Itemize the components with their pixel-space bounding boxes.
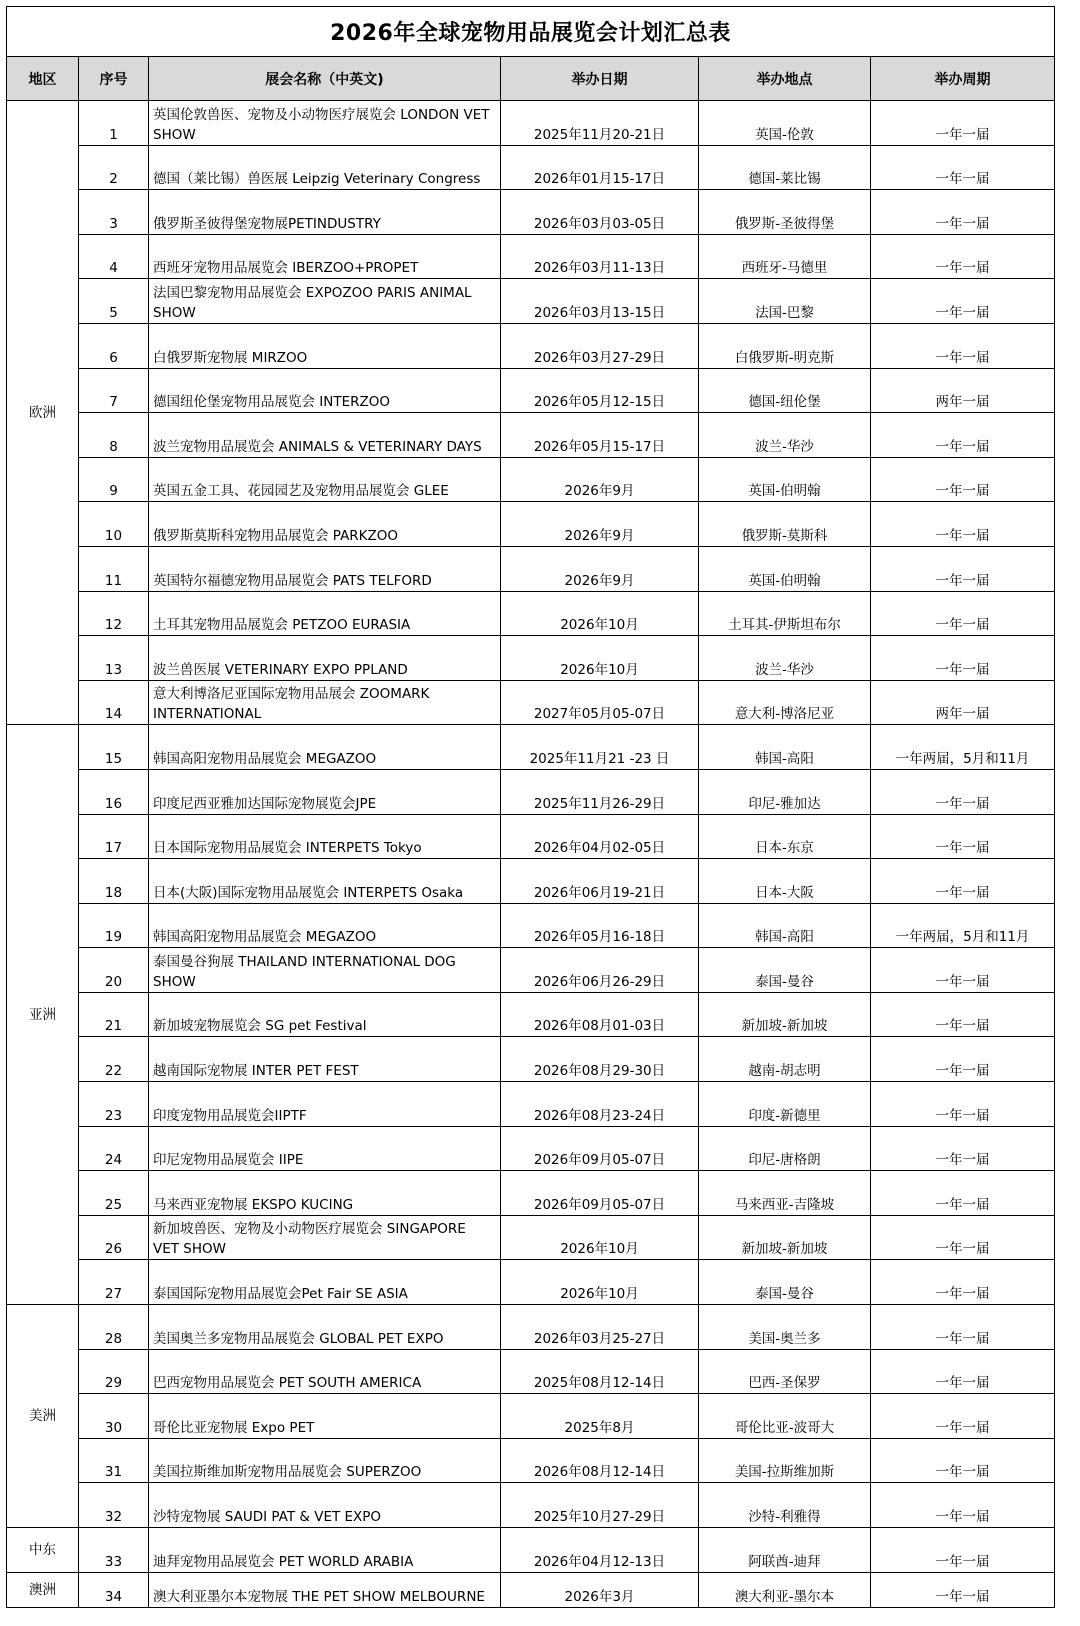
date-cell: 2025年11月26-29日 — [501, 769, 699, 814]
place-cell: 德国-莱比锡 — [699, 145, 871, 190]
exhibition-name-cell: 越南国际宠物展 INTER PET FEST — [149, 1037, 501, 1082]
place-cell: 新加坡-新加坡 — [699, 992, 871, 1037]
exhibition-name-cell: 韩国高阳宠物用品展览会 MEGAZOO — [149, 903, 501, 948]
exhibition-name-cell: 日本(大阪)国际宠物用品展览会 INTERPETS Osaka — [149, 859, 501, 904]
exhibition-name-cell: 英国伦敦兽医、宠物及小动物医疗展览会 LONDON VET SHOW — [149, 101, 501, 146]
date-cell: 2026年01月15-17日 — [501, 145, 699, 190]
place-cell: 印尼-唐格朗 — [699, 1126, 871, 1171]
exhibition-name-cell: 波兰宠物用品展览会 ANIMALS & VETERINARY DAYS — [149, 413, 501, 458]
exhibition-name-cell: 新加坡兽医、宠物及小动物医疗展览会 SINGAPORE VET SHOW — [149, 1215, 501, 1260]
date-cell: 2026年09月05-07日 — [501, 1126, 699, 1171]
place-cell: 沙特-利雅得 — [699, 1483, 871, 1528]
date-cell: 2026年08月23-24日 — [501, 1082, 699, 1127]
date-cell: 2026年10月 — [501, 636, 699, 681]
column-header-region: 地区 — [7, 57, 79, 101]
date-cell: 2026年06月26-29日 — [501, 948, 699, 993]
table-row — [7, 234, 1055, 279]
index-cell: 28 — [79, 1305, 149, 1350]
table-row — [7, 1215, 1055, 1260]
date-cell: 2026年03月27-29日 — [501, 323, 699, 368]
sheet-title: 2026年全球宠物用品展览会计划汇总表 — [7, 7, 1055, 57]
place-cell: 泰国-曼谷 — [699, 1260, 871, 1305]
cycle-cell: 一年一届 — [871, 1126, 1055, 1171]
date-cell: 2026年05月16-18日 — [501, 903, 699, 948]
index-cell: 12 — [79, 591, 149, 636]
place-cell: 泰国-曼谷 — [699, 948, 871, 993]
table-row — [7, 725, 1055, 770]
index-cell: 13 — [79, 636, 149, 681]
place-cell: 法国-巴黎 — [699, 279, 871, 324]
cycle-cell: 一年一届 — [871, 145, 1055, 190]
exhibition-name-cell: 马来西亚宠物展 EKSPO KUCING — [149, 1171, 501, 1216]
cycle-cell: 一年一届 — [871, 636, 1055, 681]
table-row — [7, 502, 1055, 547]
exhibition-name-cell: 法国巴黎宠物用品展览会 EXPOZOO PARIS ANIMAL SHOW — [149, 279, 501, 324]
index-cell: 23 — [79, 1082, 149, 1127]
index-cell: 7 — [79, 368, 149, 413]
table-row — [7, 814, 1055, 859]
index-cell: 18 — [79, 859, 149, 904]
date-cell: 2026年10月 — [501, 1260, 699, 1305]
cycle-cell: 一年一届 — [871, 546, 1055, 591]
index-cell: 24 — [79, 1126, 149, 1171]
region-cell: 亚洲 — [7, 725, 79, 1305]
index-cell: 2 — [79, 145, 149, 190]
cycle-cell: 一年一届 — [871, 814, 1055, 859]
index-cell: 19 — [79, 903, 149, 948]
cycle-cell: 一年一届 — [871, 1171, 1055, 1216]
index-cell: 22 — [79, 1037, 149, 1082]
cycle-cell: 一年一届 — [871, 1215, 1055, 1260]
date-cell: 2026年10月 — [501, 1215, 699, 1260]
table-row — [7, 323, 1055, 368]
exhibition-name-cell: 白俄罗斯宠物展 MIRZOO — [149, 323, 501, 368]
table-row — [7, 190, 1055, 235]
table-row — [7, 368, 1055, 413]
cycle-cell: 一年一届 — [871, 1438, 1055, 1483]
place-cell: 新加坡-新加坡 — [699, 1215, 871, 1260]
exhibition-name-cell: 俄罗斯圣彼得堡宠物展PETINDUSTRY — [149, 190, 501, 235]
index-cell: 11 — [79, 546, 149, 591]
exhibition-name-cell: 哥伦比亚宠物展 Expo PET — [149, 1394, 501, 1439]
exhibition-name-cell: 德国（莱比锡）兽医展 Leipzig Veterinary Congress — [149, 145, 501, 190]
table-row — [7, 769, 1055, 814]
region-cell: 欧洲 — [7, 101, 79, 725]
exhibition-name-cell: 意大利博洛尼亚国际宠物用品展会 ZOOMARK INTERNATIONAL — [149, 680, 501, 725]
place-cell: 西班牙-马德里 — [699, 234, 871, 279]
table-row — [7, 1082, 1055, 1127]
index-cell: 31 — [79, 1438, 149, 1483]
cycle-cell: 两年一届 — [871, 368, 1055, 413]
table-row — [7, 413, 1055, 458]
date-cell: 2026年08月29-30日 — [501, 1037, 699, 1082]
date-cell: 2026年03月25-27日 — [501, 1305, 699, 1350]
region-cell: 美洲 — [7, 1305, 79, 1528]
date-cell: 2025年11月21 -23 日 — [501, 725, 699, 770]
date-cell: 2026年9月 — [501, 546, 699, 591]
cycle-cell: 一年一届 — [871, 101, 1055, 146]
table-row — [7, 1171, 1055, 1216]
index-cell: 25 — [79, 1171, 149, 1216]
index-cell: 15 — [79, 725, 149, 770]
date-cell: 2026年05月12-15日 — [501, 368, 699, 413]
index-cell: 16 — [79, 769, 149, 814]
region-cell: 澳洲 — [7, 1572, 79, 1607]
date-cell: 2026年04月02-05日 — [501, 814, 699, 859]
exhibition-name-cell: 德国纽伦堡宠物用品展览会 INTERZOO — [149, 368, 501, 413]
date-cell: 2026年03月11-13日 — [501, 234, 699, 279]
cycle-cell: 一年一届 — [871, 1572, 1055, 1607]
cycle-cell: 一年一届 — [871, 234, 1055, 279]
place-cell: 日本-东京 — [699, 814, 871, 859]
table-row — [7, 1349, 1055, 1394]
index-cell: 17 — [79, 814, 149, 859]
exhibition-name-cell: 印尼宠物用品展览会 IIPE — [149, 1126, 501, 1171]
date-cell: 2025年08月12-14日 — [501, 1349, 699, 1394]
exhibition-name-cell: 印度尼西亚雅加达国际宠物展览会JPE — [149, 769, 501, 814]
exhibition-name-cell: 日本国际宠物用品展览会 INTERPETS Tokyo — [149, 814, 501, 859]
cycle-cell: 一年一届 — [871, 1528, 1055, 1573]
date-cell: 2026年03月03-05日 — [501, 190, 699, 235]
index-cell: 14 — [79, 680, 149, 725]
place-cell: 澳大利亚-墨尔本 — [699, 1572, 871, 1607]
place-cell: 白俄罗斯-明克斯 — [699, 323, 871, 368]
index-cell: 30 — [79, 1394, 149, 1439]
table-row — [7, 903, 1055, 948]
place-cell: 日本-大阪 — [699, 859, 871, 904]
table-row — [7, 992, 1055, 1037]
index-cell: 33 — [79, 1528, 149, 1573]
date-cell: 2026年08月01-03日 — [501, 992, 699, 1037]
exhibition-schedule-table — [6, 6, 1055, 1608]
place-cell: 哥伦比亚-波哥大 — [699, 1394, 871, 1439]
place-cell: 英国-伯明翰 — [699, 457, 871, 502]
exhibition-name-cell: 英国特尔福德宠物用品展览会 PATS TELFORD — [149, 546, 501, 591]
date-cell: 2026年9月 — [501, 457, 699, 502]
cycle-cell: 一年一届 — [871, 1394, 1055, 1439]
region-cell: 中东 — [7, 1528, 79, 1573]
cycle-cell: 一年一届 — [871, 1037, 1055, 1082]
cycle-cell: 一年一届 — [871, 413, 1055, 458]
cycle-cell: 一年一届 — [871, 1260, 1055, 1305]
index-cell: 26 — [79, 1215, 149, 1260]
index-cell: 1 — [79, 101, 149, 146]
exhibition-name-cell: 迪拜宠物用品展览会 PET WORLD ARABIA — [149, 1528, 501, 1573]
table-row — [7, 145, 1055, 190]
place-cell: 俄罗斯-莫斯科 — [699, 502, 871, 547]
table-row — [7, 1572, 1055, 1607]
exhibition-name-cell: 泰国国际宠物用品展览会Pet Fair SE ASIA — [149, 1260, 501, 1305]
cycle-cell: 一年一届 — [871, 1349, 1055, 1394]
place-cell: 美国-奥兰多 — [699, 1305, 871, 1350]
index-cell: 5 — [79, 279, 149, 324]
place-cell: 波兰-华沙 — [699, 636, 871, 681]
table-row — [7, 457, 1055, 502]
date-cell: 2026年10月 — [501, 591, 699, 636]
cycle-cell: 一年一届 — [871, 859, 1055, 904]
exhibition-name-cell: 美国拉斯维加斯宠物用品展览会 SUPERZOO — [149, 1438, 501, 1483]
index-cell: 29 — [79, 1349, 149, 1394]
cycle-cell: 一年一届 — [871, 1305, 1055, 1350]
place-cell: 马来西亚-吉隆坡 — [699, 1171, 871, 1216]
exhibition-name-cell: 印度宠物用品展览会IIPTF — [149, 1082, 501, 1127]
index-cell: 27 — [79, 1260, 149, 1305]
table-row — [7, 859, 1055, 904]
table-row — [7, 546, 1055, 591]
index-cell: 10 — [79, 502, 149, 547]
cycle-cell: 一年一届 — [871, 279, 1055, 324]
exhibition-name-cell: 巴西宠物用品展览会 PET SOUTH AMERICA — [149, 1349, 501, 1394]
table-row — [7, 591, 1055, 636]
index-cell: 20 — [79, 948, 149, 993]
cycle-cell: 一年一届 — [871, 948, 1055, 993]
table-row — [7, 1126, 1055, 1171]
table-row — [7, 1528, 1055, 1573]
cycle-cell: 一年一届 — [871, 769, 1055, 814]
column-header-cycle: 举办周期 — [871, 57, 1055, 101]
index-cell: 3 — [79, 190, 149, 235]
index-cell: 9 — [79, 457, 149, 502]
place-cell: 土耳其-伊斯坦布尔 — [699, 591, 871, 636]
column-header-place: 举办地点 — [699, 57, 871, 101]
date-cell: 2026年09月05-07日 — [501, 1171, 699, 1216]
place-cell: 英国-伯明翰 — [699, 546, 871, 591]
date-cell: 2026年3月 — [501, 1572, 699, 1607]
place-cell: 越南-胡志明 — [699, 1037, 871, 1082]
cycle-cell: 一年一届 — [871, 323, 1055, 368]
exhibition-name-cell: 波兰兽医展 VETERINARY EXPO PPLAND — [149, 636, 501, 681]
exhibition-name-cell: 英国五金工具、花园园艺及宠物用品展览会 GLEE — [149, 457, 501, 502]
place-cell: 韩国-高阳 — [699, 725, 871, 770]
exhibition-name-cell: 土耳其宠物用品展览会 PETZOO EURASIA — [149, 591, 501, 636]
place-cell: 印尼-雅加达 — [699, 769, 871, 814]
place-cell: 意大利-博洛尼亚 — [699, 680, 871, 725]
date-cell: 2026年03月13-15日 — [501, 279, 699, 324]
exhibition-name-cell: 韩国高阳宠物用品展览会 MEGAZOO — [149, 725, 501, 770]
index-cell: 34 — [79, 1572, 149, 1607]
date-cell: 2026年9月 — [501, 502, 699, 547]
date-cell: 2025年11月20-21日 — [501, 101, 699, 146]
table-row — [7, 101, 1055, 146]
place-cell: 波兰-华沙 — [699, 413, 871, 458]
exhibition-name-cell: 美国奥兰多宠物用品展览会 GLOBAL PET EXPO — [149, 1305, 501, 1350]
index-cell: 4 — [79, 234, 149, 279]
exhibition-name-cell: 新加坡宠物展览会 SG pet Festival — [149, 992, 501, 1037]
cycle-cell: 一年一届 — [871, 992, 1055, 1037]
table-row — [7, 1438, 1055, 1483]
index-cell: 21 — [79, 992, 149, 1037]
table-row — [7, 279, 1055, 324]
cycle-cell: 一年一届 — [871, 1082, 1055, 1127]
index-cell: 32 — [79, 1483, 149, 1528]
table-row — [7, 948, 1055, 993]
cycle-cell: 一年一届 — [871, 190, 1055, 235]
column-header-name: 展会名称（中英文) — [149, 57, 501, 101]
exhibition-name-cell: 澳大利亚墨尔本宠物展 THE PET SHOW MELBOURNE — [149, 1572, 501, 1607]
place-cell: 巴西-圣保罗 — [699, 1349, 871, 1394]
table-row — [7, 1305, 1055, 1350]
exhibition-name-cell: 泰国曼谷狗展 THAILAND INTERNATIONAL DOG SHOW — [149, 948, 501, 993]
place-cell: 美国-拉斯维加斯 — [699, 1438, 871, 1483]
cycle-cell: 一年一届 — [871, 502, 1055, 547]
date-cell: 2026年04月12-13日 — [501, 1528, 699, 1573]
cycle-cell: 两年一届 — [871, 680, 1055, 725]
table-row — [7, 1260, 1055, 1305]
cycle-cell: 一年一届 — [871, 1483, 1055, 1528]
index-cell: 8 — [79, 413, 149, 458]
exhibition-name-cell: 沙特宠物展 SAUDI PAT & VET EXPO — [149, 1483, 501, 1528]
index-cell: 6 — [79, 323, 149, 368]
date-cell: 2025年8月 — [501, 1394, 699, 1439]
cycle-cell: 一年两届，5月和11月 — [871, 903, 1055, 948]
table-row — [7, 680, 1055, 725]
date-cell: 2026年06月19-21日 — [501, 859, 699, 904]
table-row — [7, 1483, 1055, 1528]
date-cell: 2025年10月27-29日 — [501, 1483, 699, 1528]
cycle-cell: 一年两届，5月和11月 — [871, 725, 1055, 770]
cycle-cell: 一年一届 — [871, 457, 1055, 502]
place-cell: 德国-纽伦堡 — [699, 368, 871, 413]
date-cell: 2026年05月15-17日 — [501, 413, 699, 458]
place-cell: 韩国-高阳 — [699, 903, 871, 948]
place-cell: 阿联酋-迪拜 — [699, 1528, 871, 1573]
date-cell: 2026年08月12-14日 — [501, 1438, 699, 1483]
cycle-cell: 一年一届 — [871, 591, 1055, 636]
place-cell: 英国-伦敦 — [699, 101, 871, 146]
column-header-date: 举办日期 — [501, 57, 699, 101]
table-body — [7, 101, 1055, 1608]
exhibition-name-cell: 俄罗斯莫斯科宠物用品展览会 PARKZOO — [149, 502, 501, 547]
table-row — [7, 1394, 1055, 1439]
date-cell: 2027年05月05-07日 — [501, 680, 699, 725]
table-row — [7, 1037, 1055, 1082]
place-cell: 俄罗斯-圣彼得堡 — [699, 190, 871, 235]
exhibition-name-cell: 西班牙宠物用品展览会 IBERZOO+PROPET — [149, 234, 501, 279]
column-header-index: 序号 — [79, 57, 149, 101]
table-row — [7, 636, 1055, 681]
place-cell: 印度-新德里 — [699, 1082, 871, 1127]
